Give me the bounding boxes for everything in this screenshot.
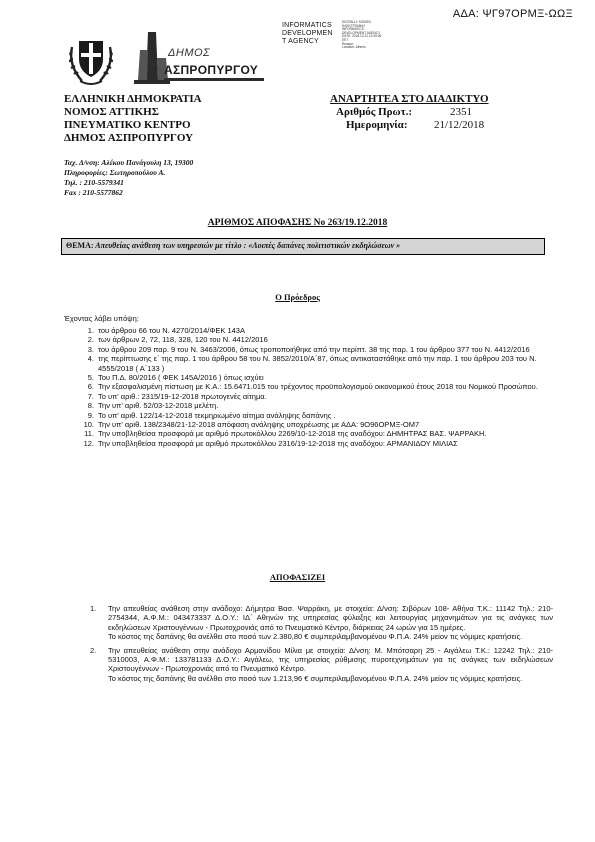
logo-underline (164, 78, 264, 81)
signature-detail-line: Location: Athens (342, 45, 366, 50)
list-item-text: Την υποβληθείσα προσφορά με αριθμό πρωτοκόλλου 2316/19-12-2018 της αναδόχου: ΑΡΜΑΝΙΔΟΥ ΜΙΛΙΑΣ (98, 438, 458, 448)
list-item (80, 411, 550, 420)
list-item-text: του άρθρου 209 παρ. 9 του Ν. 3463/2006, όπως τροποποιήθηκε από την περίπτ. 38 της παρ. 1 του άρθρου 377 του Ν. 4412/2016 (98, 344, 530, 354)
list-item (80, 420, 550, 429)
list-item-text: Την υποβληθείσα προσφορά με αριθμό πρωτοκόλλου 2269/10-12-2018 της αναδόχου: ΔΗΜΗΤΡΑΣ ΒΑΣ. ΨΑΡΡΑΚΗ. (98, 429, 487, 439)
list-item (80, 354, 550, 373)
list-item (80, 439, 550, 448)
signature-detail-line: DEVELOPMENT AGENCY (342, 30, 381, 35)
contact-details (64, 158, 193, 198)
list-item-text: Το υπ' αριθ.: 2315/19-12-2018 πρωτογενές αίτημα. (98, 391, 267, 401)
list-item-text: Την υπ' αριθ. 138/2348/21-12-2018 απόφαση ανάληψης υποχρέωσης με ΑΔΑ: 9Ο96ΟΡΜΞ-ΟΜ7 (98, 420, 420, 430)
list-item-text: Την υπ' αριθ. 52/03-12-2018 μελέτη. (98, 401, 219, 411)
protocol-number-value: 2351 (450, 106, 472, 118)
issuer-line: ΠΝΕΥΜΑΤΙΚΟ ΚΕΝΤΡΟ (64, 119, 191, 131)
list-item-number: 9. (87, 410, 94, 420)
list-item-text: του άρθρου 66 του Ν. 4270/2014/ΦΕΚ 143Α (98, 326, 245, 335)
contact-info: Πληροφορίες: Σωτηροπούλου Α. (64, 168, 166, 177)
list-item-text: των άρθρων 2, 72, 118, 328, 120 του Ν. 4412/2016 (98, 335, 268, 345)
list-item-number: 12. (83, 438, 94, 448)
list-item (80, 345, 550, 354)
list-item-number: 6. (87, 382, 94, 392)
list-item (90, 646, 553, 684)
list-item-number: 2. (90, 645, 97, 655)
issuer-line: ΝΟΜΟΣ ΑΤΤΙΚΗΣ (64, 106, 159, 118)
considering-intro: Έχοντας λάβει υπόψη: (64, 314, 139, 323)
subject-text: Απευθείας ανάθεση των υπηρεσιών με τίτλο : «Λοιπές δαπάνες πολιτιστικών εκδηλώσεων » (93, 241, 401, 250)
signature-detail-line: EET (342, 37, 349, 42)
signature-detail-line: INFORMATICS (342, 27, 364, 32)
protocol-block (330, 93, 489, 132)
municipality-logo (134, 30, 266, 88)
signature-tag-line: DEVELOPMEN (282, 30, 333, 37)
greek-coat-of-arms-icon (66, 33, 116, 87)
ada-code: ΑΔΑ: ΨΓ97ΟΡΜΞ-ΩΩΞ (452, 8, 573, 20)
list-item-number: 8. (87, 401, 94, 411)
issuer-line: ΕΛΛΗΝΙΚΗ ΔΗΜΟΚΡΑΤΙΑ (64, 93, 202, 105)
signature-tag-line: T AGENCY (282, 38, 319, 45)
decision-text: Την απευθείας ανάθεση στην ανάδοχο Αρμανίδου Μίλια με στοιχεία: Δ/νση: Μ. Μπότσαρη 25 - Αιγάλεω Τ.Κ.: 12242 Τηλ.: 210-5310003, Α.Φ.Μ.: 133781133 Δ.Ο.Υ.: Αιγάλεω, της υπηρεσίας ρύθμισης πυροτεχνημάτων για τις ανάγκες των εκδηλώσεων Χριστουγέννων - Πρωτοχρονιάς από το Πνευματικό Κέντρο. (108, 645, 553, 674)
signature-detail-line: Reason: (342, 41, 354, 46)
list-item-number: 4. (87, 354, 94, 364)
logo-text-top: ΔΗΜΟΣ (168, 47, 211, 59)
contact-phone: Τηλ. : 210-5579341 (64, 178, 124, 187)
considerations-list (80, 326, 550, 448)
protocol-number-row (330, 106, 489, 119)
list-item-number: 5. (87, 373, 94, 383)
list-item (80, 401, 550, 410)
protocol-date-value: 21/12/2018 (434, 119, 485, 131)
list-item (80, 373, 550, 382)
list-item-number: 7. (87, 391, 94, 401)
list-item-text: Την εξασφαλισμένη πίστωση με Κ.Α.: 15.6471.015 του τρέχοντος προϋπολογισμού οικονομικού έτους 2018 του Νομικού Προσώπου. (98, 382, 538, 392)
list-item-number: 1. (87, 326, 94, 335)
list-item-number: 2. (87, 335, 94, 345)
list-item (80, 326, 550, 335)
decision-number-title: ΑΡΙΘΜΟΣ ΑΠΟΦΑΣΗΣ Νο 263/19.12.2018 (207, 218, 388, 228)
list-item (80, 392, 550, 401)
decision-cost: Το κόστος της δαπάνης θα ανέλθει στο ποσό των 2.380,80 € συμπεριλαμβανομένου Φ.Π.Α. 24% μείον τις νόμιμες κρατήσεις. (108, 632, 523, 642)
signature-detail-line: DATE: 2018.12.21 12:30:06 (342, 34, 382, 39)
logo-text-bottom: ΑΣΠΡΟΠΥΡΓΟΥ (164, 63, 259, 77)
signature-detail-line: DIGITALLY SIGNED (342, 20, 371, 24)
list-item-text: Το υπ' αριθ. 122/14-12-2018 τεκμηριωμένο αίτημα ανάληψης δαπάνης . (98, 410, 336, 420)
decides-title: ΑΠΟΦΑΣΙΖΕΙ (269, 572, 326, 582)
list-item-text: της περίπτωσης ε΄ της παρ. 1 του άρθρου 58 του Ν. 3852/2010/Α΄87, όπως αντικαταστάθηκε από την παρ. 1 του άρθρου 203 του Ν. 4555/2018 ( Α΄133 ) (98, 354, 537, 373)
decision-cost: Το κόστος της δαπάνης θα ανέλθει στο ποσό των 1.213,96 € συμπεριλαμβανομένου Φ.Π.Α. 24% μείον τις νόμιμες κρατήσεις. (108, 673, 523, 683)
list-item (80, 335, 550, 344)
protocol-date-label: Ημερομηνία: (346, 119, 408, 131)
list-item-number: 3. (87, 344, 94, 354)
contact-fax: Fax : 210-5577862 (64, 188, 123, 197)
decision-text: Την απευθείας ανάθεση στην ανάδοχο: Δήμητρα Βασ. Ψαρράκη, με στοιχεία: Δ/νση: Σιβόρων 108- Αθήνα Τ.Κ.: 11142 Τηλ.: 210-2754344, Α.Φ.Μ.: 043473337 Δ.Ο.Υ.: ΙΔ΄ Αθηνών της υπηρεσίας φύλαξης και λειτουργίας μηχανημάτων για τις ανάγκες των εκδηλώσεων Χριστουγέννων - Πρωτοχρονιάς από το Πνευματικό Κέντρο, διάρκειας 24 ωρών για 15 ημέρες. (108, 604, 553, 632)
signature-detail-line: ΗΛΕΚΤΡΟΝΙΚΗ (342, 23, 365, 28)
subject-label: ΘΕΜΑ: (66, 241, 94, 250)
list-item (90, 604, 553, 642)
issuer-line: ΔΗΜΟΣ ΑΣΠΡΟΠΥΡΓΟΥ (64, 132, 194, 144)
signature-details (342, 21, 381, 50)
list-item (80, 382, 550, 391)
subject-line (66, 241, 400, 250)
list-item-number: 1. (90, 604, 97, 613)
protocol-number-label: Αριθμός Πρωτ.: (336, 106, 413, 118)
issuer-block (64, 93, 202, 145)
signature-tag (282, 22, 333, 46)
contact-address: Ταχ. Δ/νση: Αλέκου Πανάγουλη 13, 19300 (64, 158, 194, 167)
list-item (80, 429, 550, 438)
signature-tag-line: INFORMATICS (282, 22, 332, 29)
list-item-text: Του Π.Δ. 80/2016 ( ΦΕΚ 145Α/2016 ) όπως ισχύει (98, 373, 264, 383)
decisions-list (90, 604, 553, 683)
post-online-title: ΑΝΑΡΤΗΤΕΑ ΣΤΟ ΔΙΑΔΙΚΤΥΟ (330, 93, 489, 105)
list-item-number: 10. (83, 420, 94, 430)
president-title: Ο Πρόεδρος (275, 292, 320, 302)
protocol-date-row (330, 119, 489, 132)
list-item-number: 11. (84, 429, 94, 439)
